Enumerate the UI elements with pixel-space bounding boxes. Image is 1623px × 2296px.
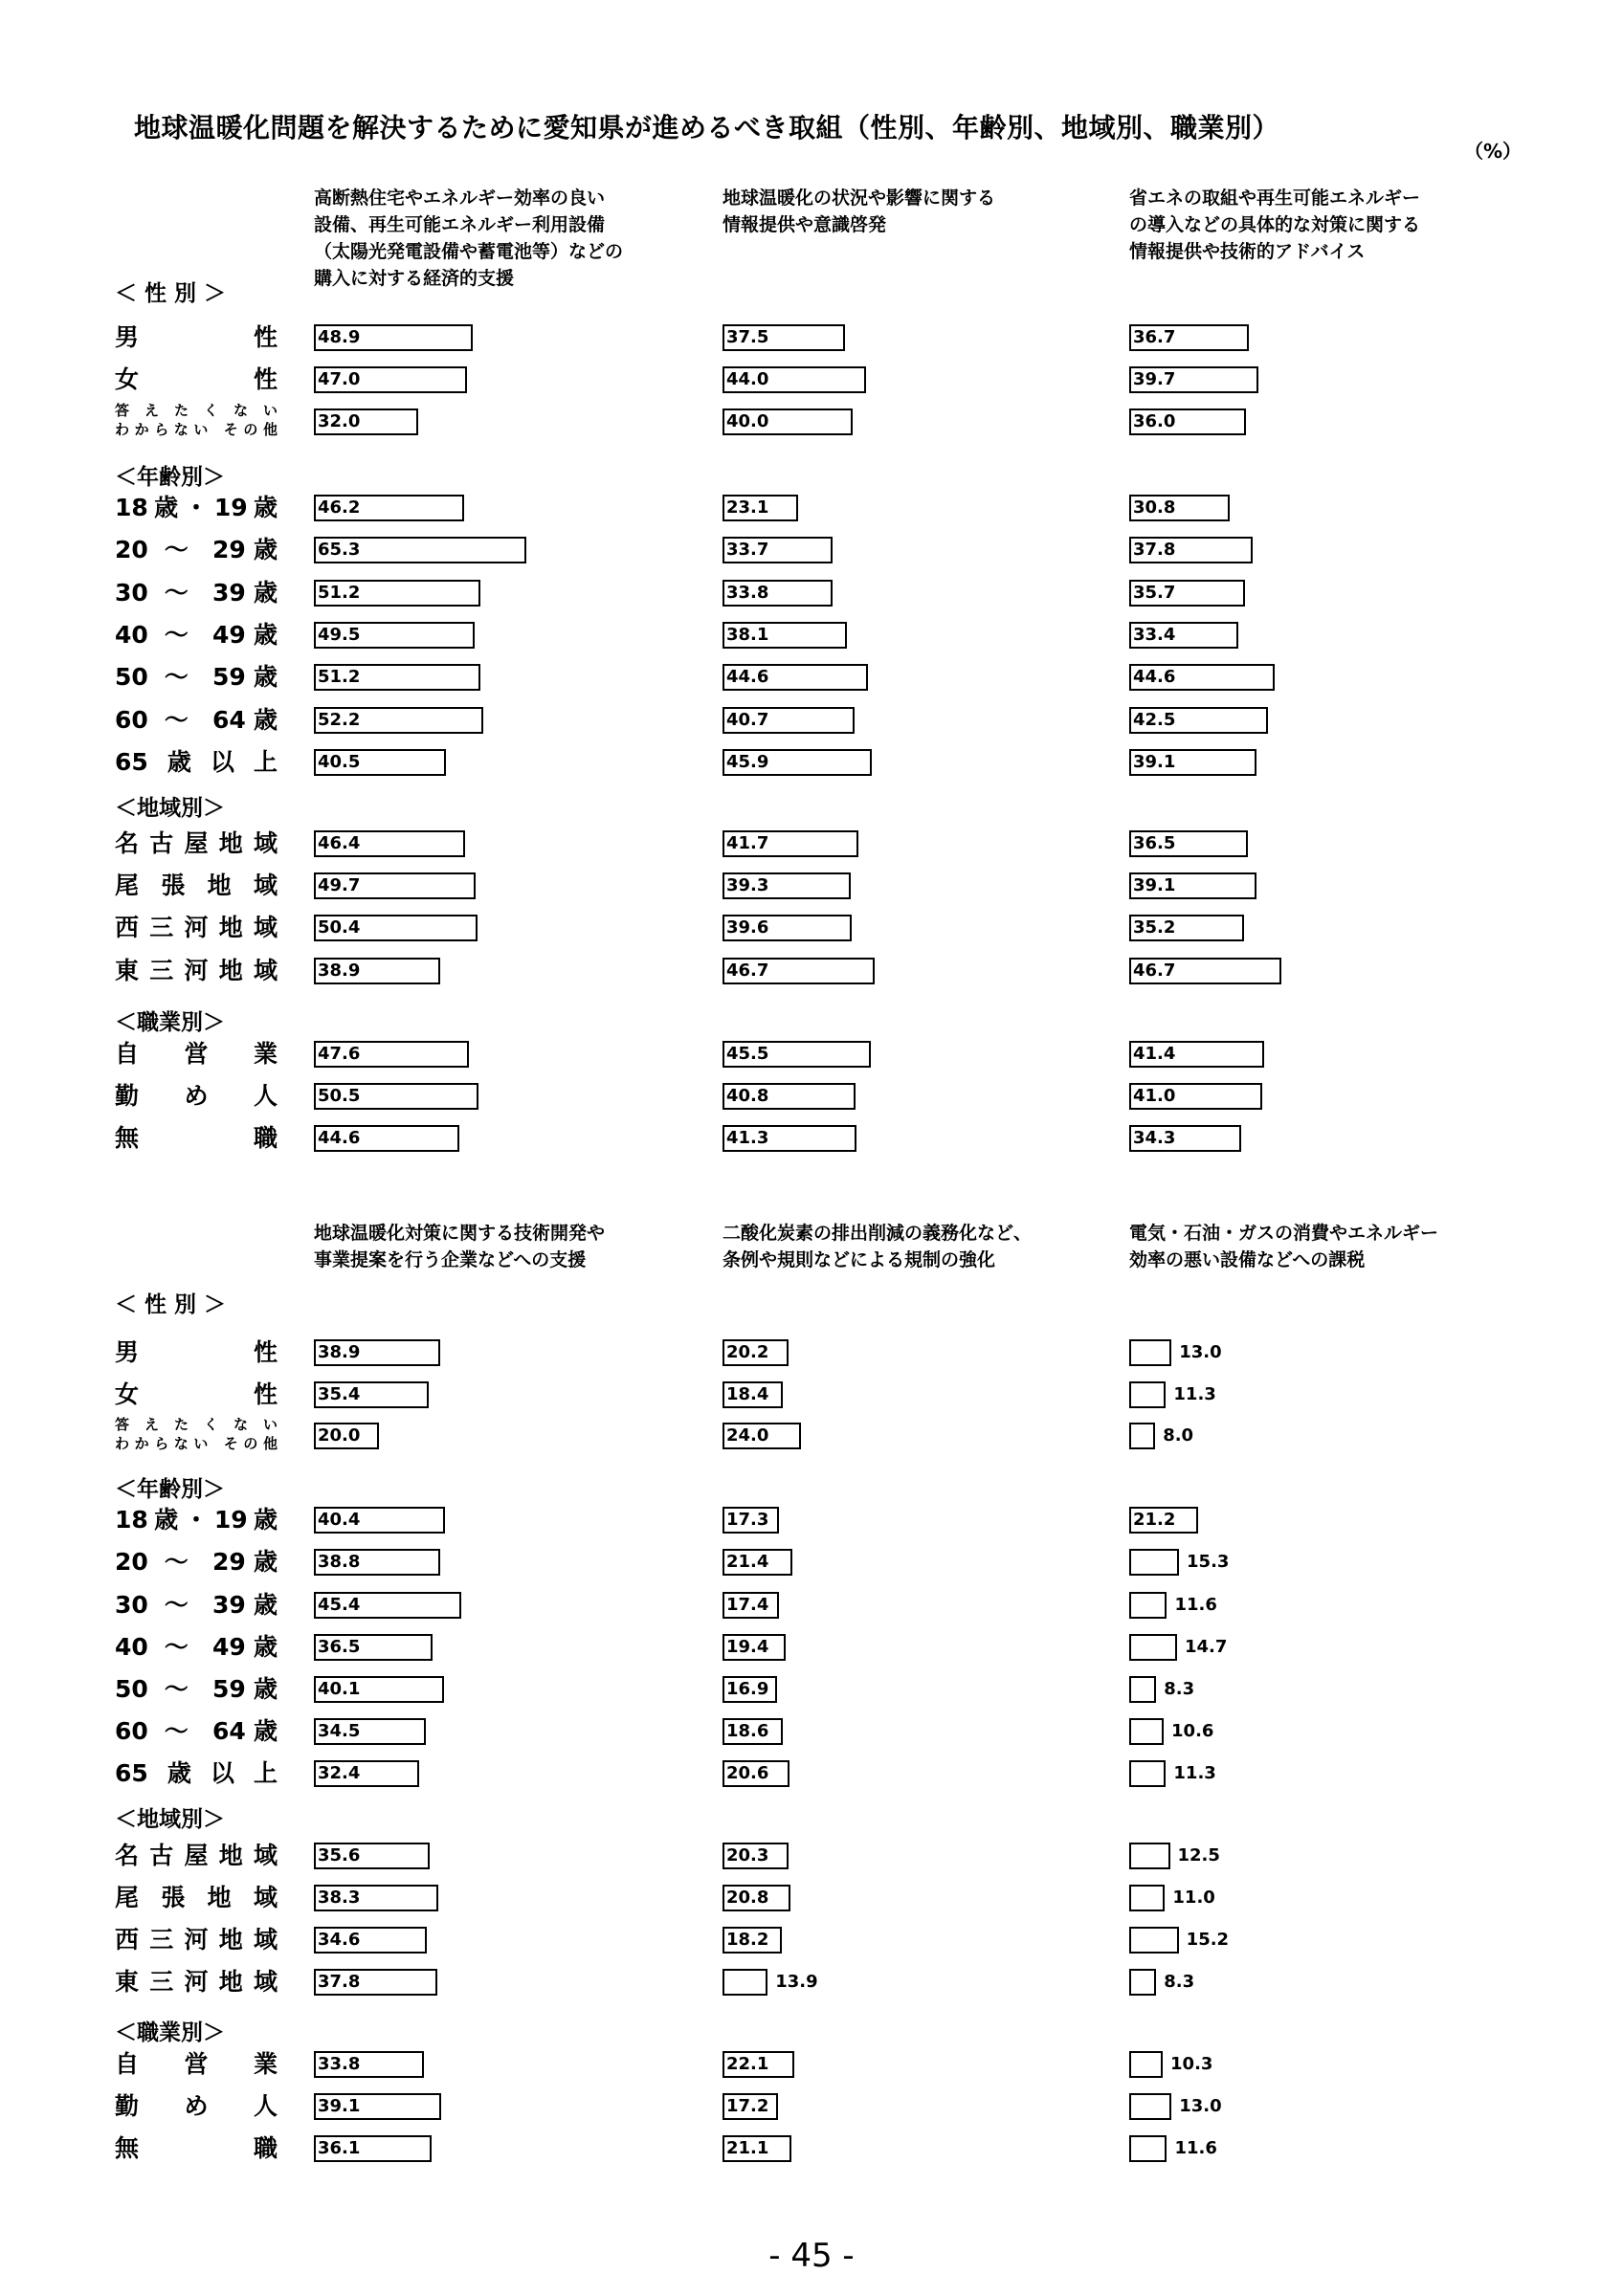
row-label-other-line2: わからない その他 [115,421,278,438]
row-label-nagoya: 名古屋地域 [115,829,278,857]
bar-chart6-age_20 [1129,1549,1179,1576]
row-label-age_50: 50 ～ 59歳 [115,663,278,691]
bar-chart5-higashimikawa [723,1969,767,1996]
row-label-age_40: 40 ～ 49歳 [115,621,278,649]
data-label-chart6-age_50: 8.3 [1164,1679,1195,1699]
data-label-chart1-age_65: 40.5 [318,752,361,772]
data-label-chart2-male: 37.5 [726,327,769,347]
data-label-chart6-owari: 11.0 [1172,1888,1215,1908]
row-label-age_18: 18歳・19歳 [115,494,278,521]
data-label-chart3-nagoya: 36.5 [1133,833,1176,853]
row-label-mushoku: 無職 [115,1124,278,1152]
data-label-chart5-nagoya: 20.3 [726,1845,769,1866]
data-label-chart4-female: 35.4 [318,1384,361,1404]
data-label-chart6-age_30: 11.6 [1174,1595,1217,1615]
chart-title-1: 高断熱住宅やエネルギー効率の良い 設備、再生可能エネルギー利用設備 （太陽光発電設備や蓄電池等）などの 購入に対する経済的支援 [314,188,624,289]
row-label-owari: 尾張地域 [115,872,278,899]
data-label-chart4-age_50: 40.1 [318,1679,361,1699]
data-label-chart3-age_65: 39.1 [1133,752,1176,772]
data-label-chart2-age_20: 33.7 [726,540,769,560]
row-label-higashimikawa: 東三河地域 [115,1968,278,1996]
data-label-chart3-nishimikawa: 35.2 [1133,917,1176,938]
row-label-higashimikawa: 東三河地域 [115,957,278,984]
bar-chart6-age_65 [1129,1760,1166,1787]
data-label-chart4-owari: 38.3 [318,1888,361,1908]
data-label-chart6-mushoku: 11.6 [1174,2138,1217,2158]
chart-title-6: 電気・石油・ガスの消費やエネルギー 効率の悪い設備などへの課税 [1129,1223,1439,1270]
data-label-chart5-age_50: 16.9 [726,1679,769,1699]
bar-chart6-tsutomenin [1129,2093,1171,2120]
group-header-region: ＜地域別＞ [115,796,225,821]
row-label-other-line2: わからない その他 [115,1435,278,1452]
data-label-chart1-age_60: 52.2 [318,710,361,730]
data-label-chart3-other: 36.0 [1133,411,1176,431]
bar-chart6-owari [1129,1885,1165,1911]
data-label-chart5-higashimikawa: 13.9 [775,1972,818,1992]
row-label-other-line1: 答えたくない [115,402,278,419]
group-header-job: ＜職業別＞ [115,2020,225,2045]
data-label-chart4-age_65: 32.4 [318,1763,361,1783]
data-label-chart1-nishimikawa: 50.4 [318,917,361,938]
row-label-jieigyo: 自営業 [115,2050,278,2078]
data-label-chart5-male: 20.2 [726,1342,769,1362]
data-label-chart4-male: 38.9 [318,1342,361,1362]
data-label-chart2-higashimikawa: 46.7 [726,960,769,981]
data-label-chart6-age_18: 21.2 [1133,1510,1176,1530]
data-label-chart2-age_50: 44.6 [726,667,769,687]
data-label-chart5-female: 18.4 [726,1384,769,1404]
data-label-chart1-jieigyo: 47.6 [318,1044,361,1064]
bar-chart6-other [1129,1423,1155,1449]
data-label-chart5-age_65: 20.6 [726,1763,769,1783]
row-label-age_20: 20 ～ 29歳 [115,536,278,563]
data-label-chart5-age_20: 21.4 [726,1552,769,1572]
data-label-chart1-other: 32.0 [318,411,361,431]
data-label-chart3-owari: 39.1 [1133,875,1176,895]
group-header-sex: ＜ 性 別 ＞ [115,1292,227,1317]
data-label-chart1-age_18: 46.2 [318,497,361,518]
data-label-chart4-age_30: 45.4 [318,1595,361,1615]
data-label-chart1-age_20: 65.3 [318,540,361,560]
data-label-chart3-male: 36.7 [1133,327,1176,347]
data-label-chart6-age_20: 15.3 [1187,1552,1230,1572]
data-label-chart3-age_30: 35.7 [1133,583,1176,603]
row-label-mushoku: 無職 [115,2134,278,2162]
data-label-chart4-other: 20.0 [318,1425,361,1446]
data-label-chart4-age_40: 36.5 [318,1637,361,1657]
data-label-chart4-mushoku: 36.1 [318,2138,361,2158]
unit-label: （%） [1464,140,1523,163]
data-label-chart2-female: 44.0 [726,369,769,389]
group-header-job: ＜職業別＞ [115,1010,225,1035]
chart-title-4: 地球温暖化対策に関する技術開発や 事業提案を行う企業などへの支援 [314,1223,606,1270]
group-header-age: ＜年齢別＞ [115,1477,225,1502]
data-label-chart1-tsutomenin: 50.5 [318,1086,361,1106]
data-label-chart5-jieigyo: 22.1 [726,2054,769,2074]
data-label-chart6-age_60: 10.6 [1171,1721,1214,1741]
data-label-chart5-nishimikawa: 18.2 [726,1930,769,1950]
row-label-age_30: 30 ～ 39歳 [115,579,278,607]
data-label-chart6-other: 8.0 [1163,1425,1194,1446]
data-label-chart3-jieigyo: 41.4 [1133,1044,1176,1064]
data-label-chart2-jieigyo: 45.5 [726,1044,769,1064]
data-label-chart5-age_30: 17.4 [726,1595,769,1615]
data-label-chart4-nagoya: 35.6 [318,1845,361,1866]
data-label-chart3-age_60: 42.5 [1133,710,1176,730]
data-label-chart2-owari: 39.3 [726,875,769,895]
data-label-chart1-nagoya: 46.4 [318,833,361,853]
data-label-chart2-age_40: 38.1 [726,625,769,645]
data-label-chart3-age_40: 33.4 [1133,625,1176,645]
data-label-chart4-higashimikawa: 37.8 [318,1972,361,1992]
data-label-chart4-age_18: 40.4 [318,1510,361,1530]
data-label-chart2-other: 40.0 [726,411,769,431]
group-header-age: ＜年齢別＞ [115,465,225,490]
data-label-chart1-higashimikawa: 38.9 [318,960,361,981]
data-label-chart5-mushoku: 21.1 [726,2138,769,2158]
row-label-age_60: 60 ～ 64歳 [115,706,278,734]
bar-chart6-age_40 [1129,1634,1177,1661]
data-label-chart6-tsutomenin: 13.0 [1179,2096,1222,2116]
data-label-chart6-age_65: 11.3 [1173,1763,1216,1783]
row-label-nishimikawa: 西三河地域 [115,1926,278,1954]
bar-chart6-nishimikawa [1129,1927,1179,1954]
bar-chart6-age_60 [1129,1718,1164,1745]
data-label-chart2-age_30: 33.8 [726,583,769,603]
data-label-chart1-age_40: 49.5 [318,625,361,645]
row-label-jieigyo: 自営業 [115,1040,278,1068]
data-label-chart6-male: 13.0 [1179,1342,1222,1362]
data-label-chart3-age_50: 44.6 [1133,667,1176,687]
group-header-region: ＜地域別＞ [115,1807,225,1832]
group-header-sex: ＜ 性 別 ＞ [115,281,227,306]
row-label-age_30: 30 ～ 39歳 [115,1591,278,1619]
row-label-male: 男性 [115,323,278,351]
data-label-chart5-tsutomenin: 17.2 [726,2096,769,2116]
data-label-chart5-age_60: 18.6 [726,1721,769,1741]
data-label-chart3-age_18: 30.8 [1133,497,1176,518]
data-label-chart4-nishimikawa: 34.6 [318,1930,361,1950]
data-label-chart3-female: 39.7 [1133,369,1176,389]
row-label-tsutomenin: 勤め人 [115,2092,278,2120]
row-label-other [115,1415,278,1453]
data-label-chart6-jieigyo: 10.3 [1170,2054,1213,2074]
bar-chart6-nagoya [1129,1843,1170,1869]
row-label-nagoya: 名古屋地域 [115,1842,278,1869]
row-label-age_40: 40 ～ 49歳 [115,1633,278,1661]
row-label-age_50: 50 ～ 59歳 [115,1675,278,1703]
page-title: 地球温暖化問題を解決するために愛知県が進めるべき取組（性別、年齢別、地域別、職業別） [134,112,1280,144]
data-label-chart2-nagoya: 41.7 [726,833,769,853]
chart-title-2: 地球温暖化の状況や影響に関する 情報提供や意識啓発 [723,188,996,235]
data-label-chart2-tsutomenin: 40.8 [726,1086,769,1106]
data-label-chart6-age_40: 14.7 [1184,1637,1228,1657]
data-label-chart2-age_18: 23.1 [726,497,769,518]
bar-chart6-higashimikawa [1129,1969,1156,1996]
bar-chart6-jieigyo [1129,2051,1163,2078]
data-label-chart1-female: 47.0 [318,369,361,389]
data-label-chart6-female: 11.3 [1173,1384,1216,1404]
bar-chart6-age_50 [1129,1676,1156,1703]
data-label-chart5-age_18: 17.3 [726,1510,769,1530]
row-label-other [115,401,278,439]
bar-chart6-age_30 [1129,1592,1167,1619]
data-label-chart2-mushoku: 41.3 [726,1128,769,1148]
row-label-other-line1: 答えたくない [115,1416,278,1433]
bar-chart6-male [1129,1339,1171,1366]
data-label-chart4-tsutomenin: 39.1 [318,2096,361,2116]
data-label-chart2-age_65: 45.9 [726,752,769,772]
data-label-chart4-jieigyo: 33.8 [318,2054,361,2074]
row-label-owari: 尾張地域 [115,1884,278,1911]
data-label-chart3-mushoku: 34.3 [1133,1128,1176,1148]
data-label-chart1-male: 48.9 [318,327,361,347]
bar-chart6-mushoku [1129,2135,1167,2162]
data-label-chart5-other: 24.0 [726,1425,769,1446]
data-label-chart6-nishimikawa: 15.2 [1186,1930,1230,1950]
row-label-nishimikawa: 西三河地域 [115,914,278,941]
row-label-male: 男性 [115,1338,278,1366]
row-label-female: 女性 [115,365,278,393]
row-label-age_65: 65歳以上 [115,1759,278,1787]
data-label-chart6-higashimikawa: 8.3 [1164,1972,1195,1992]
data-label-chart5-age_40: 19.4 [726,1637,769,1657]
bar-chart6-female [1129,1381,1166,1408]
row-label-age_60: 60 ～ 64歳 [115,1717,278,1745]
page-number: - 45 - [768,2237,855,2275]
data-label-chart3-age_20: 37.8 [1133,540,1176,560]
data-label-chart4-age_60: 34.5 [318,1721,361,1741]
chart-title-3: 省エネの取組や再生可能エネルギー の導入などの具体的な対策に関する 情報提供や技術的アドバイス [1129,188,1421,262]
chart-title-5: 二酸化炭素の排出削減の義務化など、 条例や規則などによる規制の強化 [723,1223,1033,1270]
row-label-age_18: 18歳・19歳 [115,1506,278,1534]
data-label-chart2-age_60: 40.7 [726,710,769,730]
data-label-chart4-age_20: 38.8 [318,1552,361,1572]
row-label-age_65: 65歳以上 [115,748,278,776]
data-label-chart1-age_50: 51.2 [318,667,361,687]
data-label-chart3-tsutomenin: 41.0 [1133,1086,1176,1106]
data-label-chart5-owari: 20.8 [726,1888,769,1908]
data-label-chart1-owari: 49.7 [318,875,361,895]
data-label-chart6-nagoya: 12.5 [1177,1845,1220,1866]
data-label-chart1-age_30: 51.2 [318,583,361,603]
data-label-chart3-higashimikawa: 46.7 [1133,960,1176,981]
data-label-chart2-nishimikawa: 39.6 [726,917,769,938]
row-label-female: 女性 [115,1380,278,1408]
data-label-chart1-mushoku: 44.6 [318,1128,361,1148]
row-label-tsutomenin: 勤め人 [115,1082,278,1110]
row-label-age_20: 20 ～ 29歳 [115,1548,278,1576]
